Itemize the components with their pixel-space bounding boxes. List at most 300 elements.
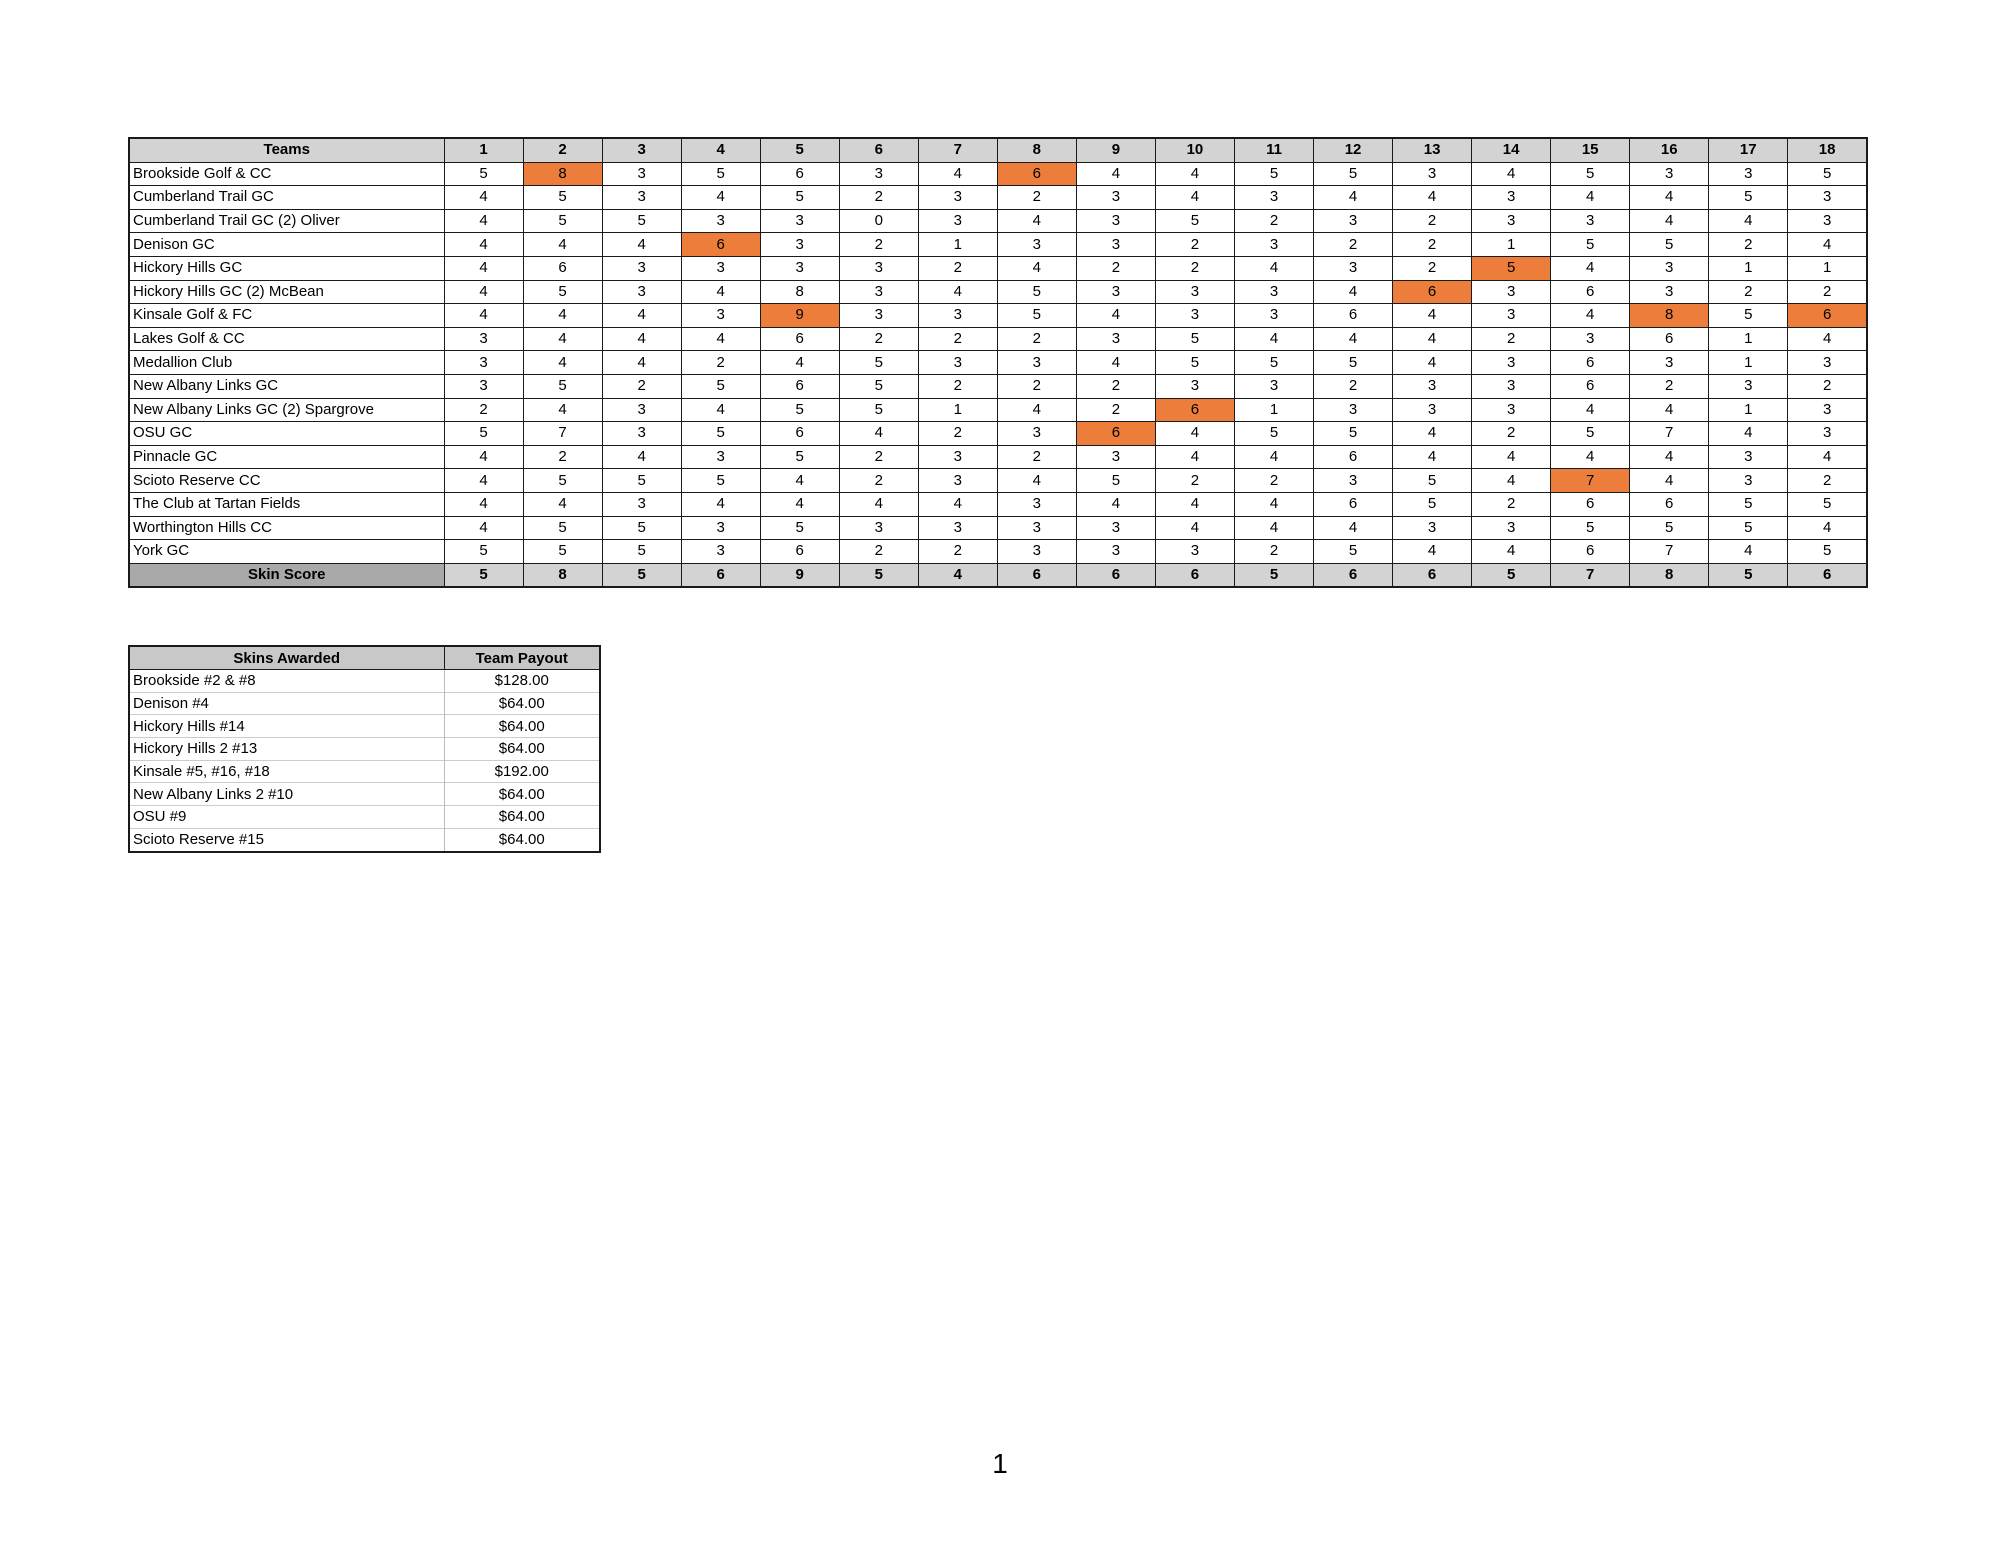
score-cell: 3 [1076,540,1155,564]
hole-header: 15 [1551,138,1630,162]
score-cell: 3 [681,516,760,540]
score-cell: 4 [1551,186,1630,210]
team-name: Worthington Hills CC [129,516,444,540]
score-cell: 3 [1472,209,1551,233]
score-cell: 2 [1076,398,1155,422]
score-cell: 4 [760,492,839,516]
score-cell: 6 [1551,280,1630,304]
score-cell: 3 [918,186,997,210]
score-cell: 4 [1709,209,1788,233]
payout-row [129,783,600,806]
score-cell: 5 [1709,304,1788,328]
score-cell: 5 [523,374,602,398]
score-cell: 2 [1472,327,1551,351]
skin-score-value: 5 [1472,563,1551,587]
score-cell: 4 [997,469,1076,493]
score-cell: 4 [1234,256,1313,280]
score-cell: 3 [602,492,681,516]
payout-row [129,828,600,851]
score-cell: 5 [1076,469,1155,493]
score-cell: 4 [444,304,523,328]
team-row [129,256,1867,280]
score-cell: 4 [444,469,523,493]
score-cell: 5 [523,469,602,493]
score-cell: 3 [444,374,523,398]
score-cell: 3 [1472,398,1551,422]
score-cell: 6 [1314,492,1393,516]
score-cell: 2 [1155,469,1234,493]
team-row [129,374,1867,398]
score-cell: 6 [760,374,839,398]
score-cell: 2 [839,469,918,493]
skin-score-value: 5 [839,563,918,587]
score-cell: 3 [1076,516,1155,540]
skin-score-value: 6 [1788,563,1867,587]
score-cell: 4 [839,422,918,446]
skin-score-value: 5 [1234,563,1313,587]
score-cell: 3 [1155,374,1234,398]
score-cell: 5 [523,280,602,304]
score-cell: 5 [760,186,839,210]
score-cell: 4 [1393,186,1472,210]
score-cell: 1 [1472,233,1551,257]
score-cell: 5 [839,398,918,422]
score-cell: 3 [839,304,918,328]
score-cell: 4 [760,469,839,493]
skins-scores-table [128,137,1868,588]
score-cell: 4 [1393,327,1472,351]
score-cell: 3 [1709,445,1788,469]
payout-skins-awarded: OSU #9 [129,806,444,829]
score-cell: 5 [1551,422,1630,446]
score-cell: 5 [444,540,523,564]
score-cell: 5 [760,398,839,422]
score-cell: 4 [602,351,681,375]
score-cell: 3 [1076,327,1155,351]
score-cell: 3 [1472,351,1551,375]
team-name: OSU GC [129,422,444,446]
payout-amount: $64.00 [444,783,600,806]
hole-header: 16 [1630,138,1709,162]
score-cell: 5 [997,280,1076,304]
score-cell: 3 [1472,280,1551,304]
score-cell: 4 [997,398,1076,422]
score-cell: 4 [1630,469,1709,493]
payout-skins-awarded: Scioto Reserve #15 [129,828,444,851]
score-cell: 3 [1234,374,1313,398]
score-cell: 4 [602,327,681,351]
team-row [129,186,1867,210]
score-cell: 5 [1155,209,1234,233]
score-cell: 7 [1630,540,1709,564]
score-cell: 3 [1709,469,1788,493]
score-cell: 3 [1709,374,1788,398]
score-cell: 5 [1551,233,1630,257]
score-cell: 5 [1155,351,1234,375]
score-cell: 2 [1314,374,1393,398]
hole-header: 11 [1234,138,1313,162]
score-cell: 6 [1630,327,1709,351]
score-cell: 4 [997,256,1076,280]
score-cell: 4 [1155,422,1234,446]
hole-header: 6 [839,138,918,162]
score-cell: 4 [681,280,760,304]
score-cell: 3 [602,422,681,446]
score-cell: 4 [1076,351,1155,375]
score-cell: 4 [1155,445,1234,469]
skin-score-value: 6 [997,563,1076,587]
score-cell: 2 [1788,374,1867,398]
score-cell: 6 [1551,540,1630,564]
payout-amount: $64.00 [444,715,600,738]
score-cell: 4 [1234,327,1313,351]
teams-header: Teams [129,138,444,162]
score-cell: 6 [1551,351,1630,375]
team-name: Pinnacle GC [129,445,444,469]
score-cell: 3 [1234,304,1313,328]
score-cell: 3 [602,280,681,304]
score-cell: 5 [602,209,681,233]
payout-amount: $64.00 [444,806,600,829]
score-cell: 5 [1234,162,1313,186]
score-cell: 3 [1788,209,1867,233]
payout-amount: $64.00 [444,692,600,715]
score-cell: 2 [602,374,681,398]
score-cell: 3 [1234,280,1313,304]
score-cell: 4 [1551,398,1630,422]
score-cell: 4 [1472,162,1551,186]
score-cell: 3 [1076,280,1155,304]
score-cell: 6 [1314,304,1393,328]
score-cell: 6 [523,256,602,280]
team-name: New Albany Links GC [129,374,444,398]
payout-row [129,760,600,783]
team-row [129,209,1867,233]
score-cell: 5 [523,209,602,233]
skin-score-cell: 6 [681,233,760,257]
score-cell: 3 [997,351,1076,375]
score-cell: 4 [1155,516,1234,540]
score-cell: 3 [681,540,760,564]
score-cell: 3 [1234,186,1313,210]
score-cell: 4 [997,209,1076,233]
score-cell: 2 [1393,256,1472,280]
score-cell: 2 [1234,209,1313,233]
score-cell: 5 [1551,516,1630,540]
score-cell: 2 [1630,374,1709,398]
score-cell: 4 [1314,186,1393,210]
team-row [129,398,1867,422]
team-name: Lakes Golf & CC [129,327,444,351]
hole-header: 10 [1155,138,1234,162]
score-cell: 3 [1076,233,1155,257]
payout-amount: $64.00 [444,738,600,761]
score-cell: 2 [1076,374,1155,398]
hole-header: 7 [918,138,997,162]
skin-score-value: 9 [760,563,839,587]
score-cell: 5 [1314,422,1393,446]
team-row [129,280,1867,304]
score-cell: 1 [1709,327,1788,351]
score-cell: 4 [523,233,602,257]
score-cell: 3 [1788,186,1867,210]
score-cell: 4 [681,492,760,516]
score-cell: 5 [523,540,602,564]
score-cell: 3 [1472,374,1551,398]
skin-score-value: 4 [918,563,997,587]
team-name: York GC [129,540,444,564]
score-cell: 4 [444,209,523,233]
score-cell: 4 [1234,492,1313,516]
score-cell: 4 [1076,304,1155,328]
score-cell: 4 [444,445,523,469]
hole-header: 8 [997,138,1076,162]
team-payout-header: Team Payout [444,646,600,670]
score-cell: 4 [444,280,523,304]
score-cell: 4 [1155,186,1234,210]
score-cell: 2 [1472,422,1551,446]
score-cell: 3 [918,516,997,540]
team-name: Brookside Golf & CC [129,162,444,186]
score-cell: 4 [523,398,602,422]
score-cell: 3 [839,280,918,304]
score-cell: 6 [760,162,839,186]
score-cell: 3 [681,445,760,469]
score-cell: 3 [1393,398,1472,422]
score-cell: 6 [1551,492,1630,516]
score-cell: 5 [760,445,839,469]
score-cell: 2 [1393,209,1472,233]
skin-score-label: Skin Score [129,563,444,587]
score-cell: 2 [1393,233,1472,257]
score-cell: 4 [1709,540,1788,564]
payout-body [129,670,600,852]
score-cell: 4 [444,492,523,516]
score-cell: 4 [918,280,997,304]
score-cell: 4 [1551,304,1630,328]
score-cell: 2 [839,327,918,351]
score-cell: 5 [760,516,839,540]
score-cell: 3 [1076,209,1155,233]
payout-skins-awarded: Denison #4 [129,692,444,715]
score-cell: 3 [1472,186,1551,210]
payout-amount: $192.00 [444,760,600,783]
score-cell: 4 [1472,540,1551,564]
score-cell: 5 [1788,162,1867,186]
skin-score-value: 5 [1709,563,1788,587]
score-cell: 4 [1393,351,1472,375]
score-cell: 4 [1788,233,1867,257]
payout-header-row [129,646,600,670]
score-cell: 2 [1155,233,1234,257]
score-cell: 3 [918,351,997,375]
team-name: Cumberland Trail GC [129,186,444,210]
score-cell: 5 [523,516,602,540]
hole-header: 18 [1788,138,1867,162]
skin-score-cell: 6 [1788,304,1867,328]
score-cell: 1 [918,233,997,257]
skins-awarded-header: Skins Awarded [129,646,444,670]
skin-score-cell: 6 [1076,422,1155,446]
score-cell: 5 [602,469,681,493]
score-cell: 2 [997,445,1076,469]
score-cell: 7 [1630,422,1709,446]
score-cell: 1 [1234,398,1313,422]
team-row [129,304,1867,328]
score-cell: 6 [760,327,839,351]
score-cell: 7 [523,422,602,446]
score-cell: 3 [602,398,681,422]
score-cell: 4 [1472,469,1551,493]
score-cell: 3 [839,516,918,540]
team-name: The Club at Tartan Fields [129,492,444,516]
score-cell: 6 [760,422,839,446]
team-name: Hickory Hills GC (2) McBean [129,280,444,304]
payout-skins-awarded: New Albany Links 2 #10 [129,783,444,806]
score-cell: 4 [523,304,602,328]
score-cell: 5 [1393,469,1472,493]
hole-header: 2 [523,138,602,162]
score-cell: 3 [1788,351,1867,375]
score-cell: 3 [918,209,997,233]
hole-header: 1 [444,138,523,162]
score-cell: 2 [839,186,918,210]
score-cell: 3 [997,233,1076,257]
score-cell: 4 [1076,162,1155,186]
score-cell: 3 [1155,304,1234,328]
hole-header: 4 [681,138,760,162]
score-cell: 4 [523,351,602,375]
score-cell: 3 [1788,422,1867,446]
score-cell: 3 [760,256,839,280]
skin-score-cell: 6 [997,162,1076,186]
score-cell: 3 [1630,351,1709,375]
skin-score-value: 6 [1155,563,1234,587]
score-cell: 5 [1709,516,1788,540]
score-cell: 3 [681,209,760,233]
skin-score-value: 8 [523,563,602,587]
score-cell: 5 [681,422,760,446]
score-cell: 5 [1788,540,1867,564]
score-cell: 5 [1709,186,1788,210]
score-cell: 3 [1788,398,1867,422]
score-cell: 3 [681,304,760,328]
hole-header: 3 [602,138,681,162]
score-cell: 4 [681,327,760,351]
skin-score-row [129,563,1867,587]
score-cell: 4 [681,186,760,210]
score-cell: 3 [997,540,1076,564]
score-cell: 5 [523,186,602,210]
score-cell: 4 [1630,398,1709,422]
score-cell: 5 [1234,422,1313,446]
team-row [129,162,1867,186]
hole-header: 12 [1314,138,1393,162]
team-row [129,540,1867,564]
score-cell: 8 [760,280,839,304]
payout-row [129,692,600,715]
team-row [129,327,1867,351]
skin-score-value: 5 [602,563,681,587]
team-row [129,351,1867,375]
score-cell: 4 [1393,445,1472,469]
score-cell: 3 [839,256,918,280]
score-cell: 4 [1788,445,1867,469]
score-cell: 5 [997,304,1076,328]
score-cell: 2 [997,374,1076,398]
score-cell: 3 [1314,209,1393,233]
hole-header: 17 [1709,138,1788,162]
team-row [129,516,1867,540]
score-cell: 4 [444,186,523,210]
team-name: New Albany Links GC (2) Spargrove [129,398,444,422]
score-cell: 3 [1393,162,1472,186]
score-cell: 2 [1155,256,1234,280]
score-cell: 2 [1314,233,1393,257]
score-cell: 1 [918,398,997,422]
score-cell: 4 [1551,445,1630,469]
score-cell: 5 [444,162,523,186]
score-cell: 3 [1314,256,1393,280]
score-cell: 5 [1788,492,1867,516]
score-cell: 4 [1155,162,1234,186]
score-cell: 6 [1630,492,1709,516]
team-row [129,422,1867,446]
score-cell: 4 [1314,280,1393,304]
score-cell: 5 [681,162,760,186]
score-cell: 5 [681,374,760,398]
score-cell: 2 [1234,540,1313,564]
score-cell: 3 [760,209,839,233]
score-cell: 5 [1314,162,1393,186]
payout-row [129,806,600,829]
score-cell: 4 [1314,327,1393,351]
skin-score-cell: 5 [1472,256,1551,280]
score-cell: 2 [444,398,523,422]
score-cell: 5 [1393,492,1472,516]
team-row [129,469,1867,493]
score-cell: 2 [918,540,997,564]
team-name: Medallion Club [129,351,444,375]
score-cell: 4 [839,492,918,516]
score-cell: 4 [1472,445,1551,469]
payout-row [129,715,600,738]
score-cell: 3 [1393,374,1472,398]
score-cell: 4 [1788,516,1867,540]
score-cell: 2 [918,374,997,398]
skin-score-value: 6 [681,563,760,587]
team-row [129,492,1867,516]
hole-header: 14 [1472,138,1551,162]
scores-body [129,162,1867,587]
score-cell: 4 [444,256,523,280]
score-cell: 5 [1551,162,1630,186]
team-row [129,233,1867,257]
score-cell: 0 [839,209,918,233]
score-cell: 3 [681,256,760,280]
score-cell: 2 [1788,280,1867,304]
score-cell: 3 [997,492,1076,516]
score-cell: 2 [918,256,997,280]
score-cell: 3 [1234,233,1313,257]
skin-score-value: 7 [1551,563,1630,587]
skin-score-value: 8 [1630,563,1709,587]
score-cell: 1 [1709,398,1788,422]
score-cell: 3 [1630,162,1709,186]
score-cell: 2 [839,540,918,564]
team-name: Hickory Hills GC [129,256,444,280]
score-cell: 1 [1788,256,1867,280]
